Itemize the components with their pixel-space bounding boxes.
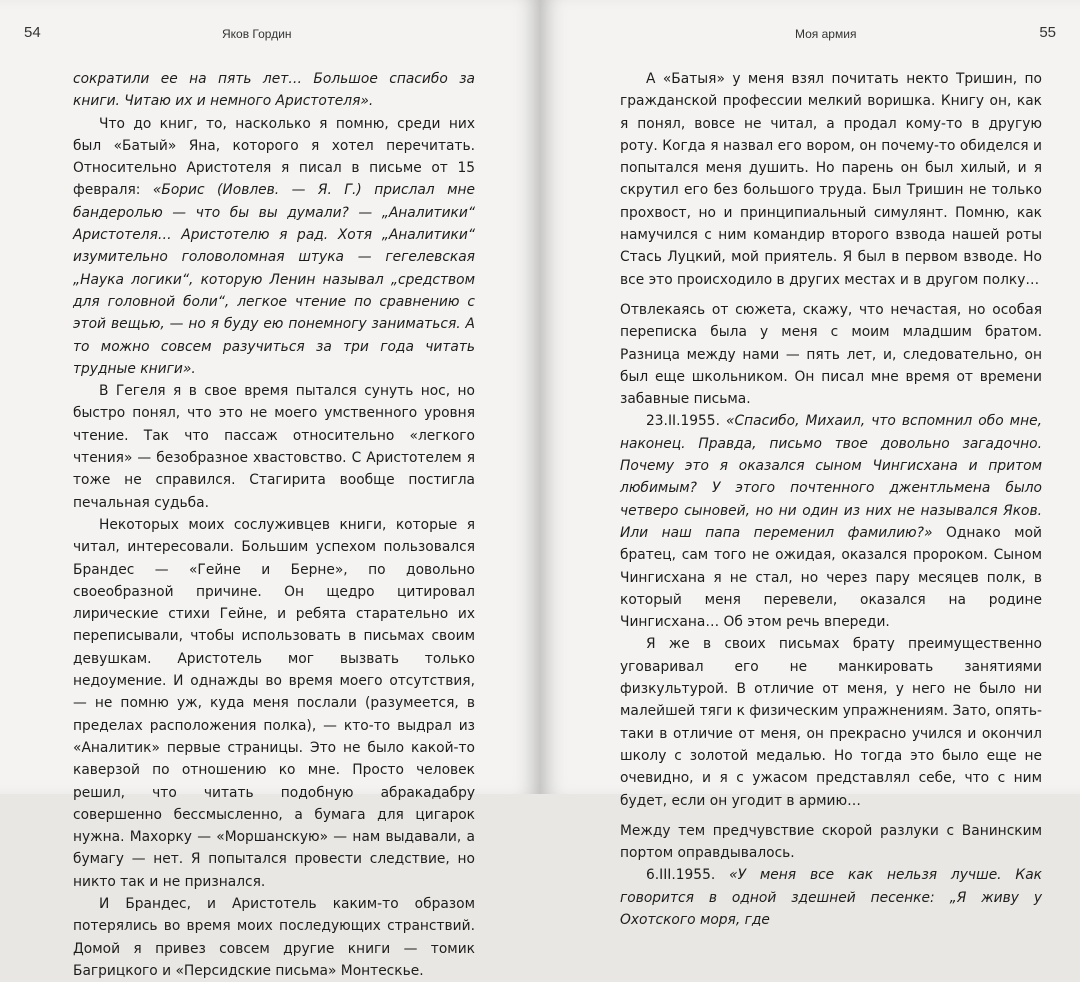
paragraph-text: Между тем предчувствие скорой разлуки с Ванинским портом оправдывалось.	[620, 822, 1042, 862]
page-number-right: 55	[1039, 24, 1056, 41]
right-running-head	[540, 26, 1080, 46]
paragraph	[620, 299, 1042, 410]
quoted-letter-text: «Спасибо, Михаил, что вспомнил обо мне, наконец. Правда, письмо твое довольно загадочно. Почему это я оказался сыном Чингисхана и притом любимым? У этого почтенного джентльмена было четверо сыновей, но ни один из них не назывался Яков. Или наш папа переменил фамилию?»	[620, 413, 1042, 541]
page-number-left: 54	[24, 24, 41, 41]
paragraph-text: Что до книг, то, насколько я помню, среди них был «Батый» Яна, которого я хотел перечитать. Относительно Аристотеля я писал в письме от 15 февраля:	[73, 115, 475, 199]
paragraph	[73, 380, 475, 514]
paragraph-text: 23.II.1955.	[646, 413, 726, 430]
quoted-letter-text: сократили ее на пять лет… Большое спасибо за книги. Читаю их и немного Аристотеля».	[73, 71, 475, 110]
paragraph	[620, 820, 1042, 865]
paragraph-text: Я же в своих письмах брату преимущественно уговаривал его не манкировать занятиями физкультурой. В отличие от меня, у него не было ни малейшей тяги к физическим упражнениям. Зато, опять-таки в отличие от меня, он прекрасно учился и окончил школу с золотой медалью. Но тогда это было еще не очевидно, и я с ужасом представлял себе, что с ним будет, если он угодит в армию…	[620, 636, 1042, 809]
paragraph-text: Отвлекаясь от сюжета, скажу, что нечастая, но особая переписка была у меня с моим младшим братом. Разница между нами — пять лет, и, следовательно, он был еще школьником. Он писал мне время от времени забавные письма.	[620, 301, 1042, 408]
paragraph	[620, 864, 1042, 931]
paragraph	[620, 68, 1042, 291]
author-name: Яков Гордин	[222, 27, 292, 41]
paragraph	[620, 410, 1042, 633]
right-page	[540, 0, 1080, 928]
paragraph	[73, 514, 475, 893]
paragraph	[73, 113, 475, 381]
paragraph-text: В Гегеля я в свое время пытался сунуть нос, но быстро понял, что это не моего умственного уровня чтение. Так что пассаж относительно «легкого чтения» — безобразное хвастовство. С Аристотелем я тоже не справился. Стагирита вообще постигла печальная судьба.	[73, 383, 475, 511]
paragraph-text: Некоторых моих сослуживцев книги, которые я читал, интересовали. Большим успехом пользовался Брандес — «Гейне и Берне», по довольно своеобразной причине. Он щедро цитировал лирические стихи Гейне, и ребята старательно их переписывали, чтобы использовать в письмах своим девушкам. Аристотель мог вызвать только недоумение. И однажды во время моего отсутствия, — не помню уж, куда меня послали (разумеется, в пределах расположения полка), — кто-то выдрал из «Аналитик» первые страницы. Это не было какой-то каверзой по отношению ко мне. Просто человек решил, что читать подобную абракадабру совершенно бессмысленно, а бумага для цигарок нужна. Махорку — «Моршанскую» — нам выдавали, а бумагу — нет. Я попытался провести следствие, но никто так и не признался.	[73, 516, 475, 890]
book-title: Моя армия	[795, 27, 857, 41]
left-body-text	[73, 68, 475, 982]
paragraph	[620, 633, 1042, 811]
right-body-text	[620, 68, 1042, 931]
paragraph	[73, 893, 475, 982]
left-page	[0, 0, 540, 979]
left-running-head	[0, 26, 540, 46]
paragraph-text: 6.III.1955.	[646, 867, 730, 884]
paragraph-text: И Брандес, и Аристотель каким-то образом потерялись во время моих последующих странствий. Домой я привез совсем другие книги — томик Багрицкого и «Персидские письма» Монтескье.	[73, 895, 475, 979]
paragraph	[73, 68, 475, 113]
quoted-letter-text: «У меня все как нельзя лучше. Как говорится в одной здешней песенке: „Я живу у Охотского моря, где	[620, 867, 1042, 928]
quoted-letter-text: «Борис (Иовлев. — Я. Г.) прислал мне бандеролью — что бы вы думали? — „Аналитики“ Аристотеля… Аристотелю я рад. Хотя „Аналитики“ изумительно головоломная штука — гегелевская „Наука логики“, которую Ленин называл „средством для головной боли“, легкое чтение по сравнению с этой вещью, — но я буду ею понемногу заниматься. А то можно совсем разучиться за три года читать трудные книги».	[73, 182, 475, 377]
paragraph-text: Однако мой братец, сам того не ожидая, оказался пророком. Сыном Чингисхана я не стал, но через пару месяцев полк, в который меня перевели, оказался на родине Чингисхана… Об этом речь впереди.	[620, 524, 1042, 631]
paragraph-text: А «Батыя» у меня взял почитать некто Тришин, по гражданской профессии мелкий воришка. Книгу он, как я понял, вовсе не читал, а продал кому-то в другую роту. Когда я назвал его вором, он почему-то обиделся и попытался меня душить. Но парень он был хилый, и я скрутил его без большого труда. Был Тришин не только прохвост, но и принципиальный симулянт. Помню, как намучился с ним командир второго взвода нашей роты Стась Луцкий, мой приятель. Я был в первом взводе. Но все это происходило в других местах и в другом полку…	[620, 71, 1042, 288]
